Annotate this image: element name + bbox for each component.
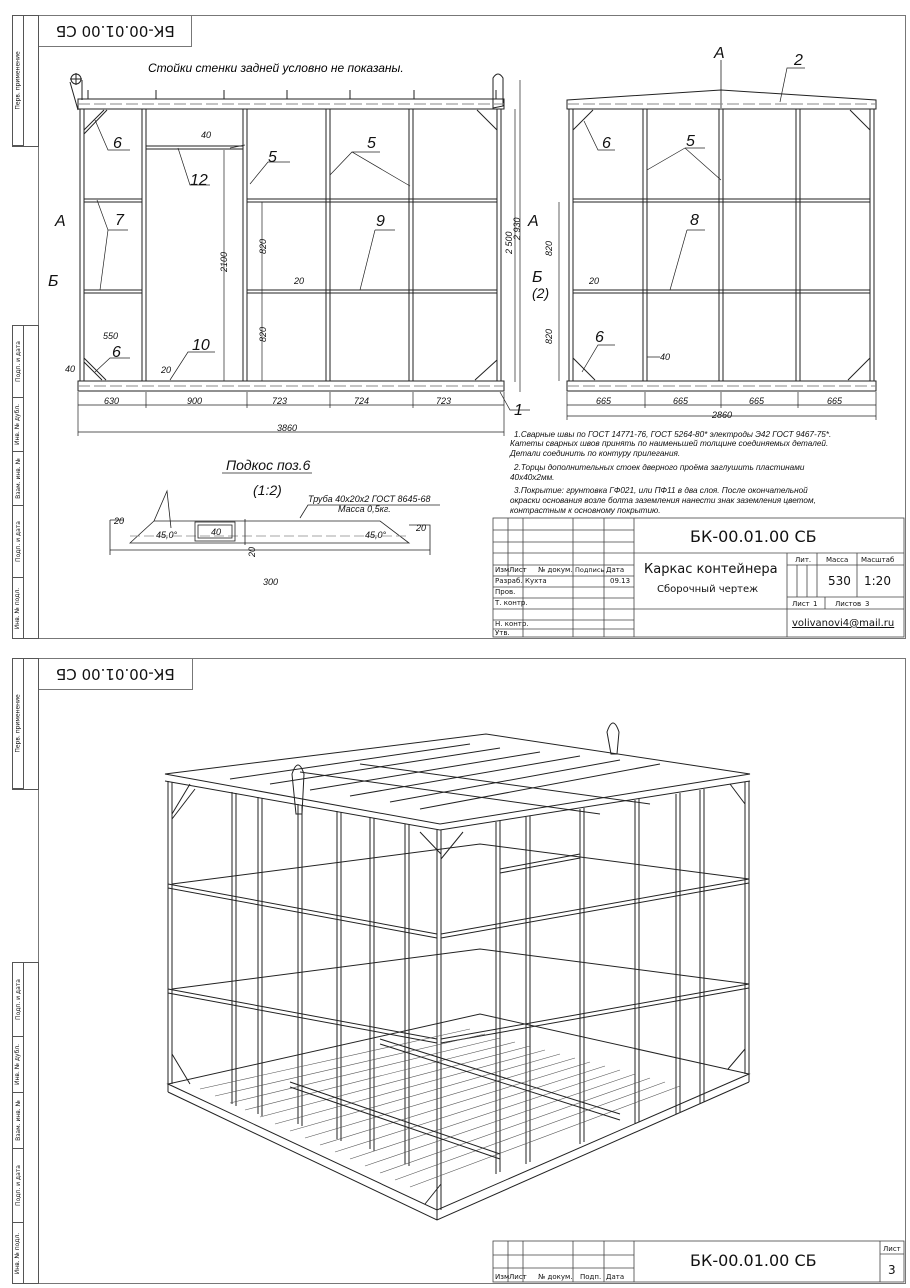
note-line: 1.Сварные швы по ГОСТ 14771-76, ГОСТ 5264-80* электроды Э42 ГОСТ 9467-75*. [514, 430, 832, 439]
front-view [70, 73, 530, 436]
dim-label: 40 [660, 352, 671, 362]
dim-label: 665 [673, 396, 689, 406]
note-line: 3.Покрытие: грунтовка ГФ021, или ПФ11 в два слоя. После окончательной [514, 486, 808, 495]
callout: 10 [192, 337, 210, 354]
tb-email: volivanovi4@mail.ru [792, 618, 895, 629]
side-label: Подп. и дата [14, 979, 22, 1020]
dim-label: 20 [416, 523, 427, 533]
dim-label: 45,0° [156, 530, 178, 540]
tb-role: Разраб. [495, 577, 523, 585]
rotated-code-text: БК-00.01.00 СБ [55, 22, 175, 40]
detail-scale: (1:2) [253, 482, 282, 498]
tb-header: Изм [495, 566, 510, 574]
detail-material: Труба 40х20х2 ГОСТ 8645-68 [308, 494, 431, 504]
section-mark: А [55, 213, 66, 230]
tb-scale: 1:20 [864, 574, 891, 588]
dim-label: 723 [436, 396, 452, 406]
dim-label: 820 [258, 326, 268, 342]
drawing-sheet-1 [0, 0, 910, 642]
detail-title: Подкос поз.6 [226, 457, 311, 473]
tb-value: 3 [865, 600, 870, 608]
side-view [559, 60, 876, 420]
tb-doc-code: БК-00.01.00 СБ [690, 527, 817, 546]
dim-label: 723 [272, 396, 288, 406]
callout: 6 [595, 329, 604, 346]
note-line: 2.Торцы дополнительных стоек дверного проёма заглушить пластинами [514, 463, 805, 472]
side-label: Подп. и дата [14, 1165, 22, 1206]
drawing-canvas-1 [0, 0, 910, 642]
side-label: Взам. инв. № [14, 1100, 22, 1141]
section-mark: А [714, 45, 725, 62]
dim-label: 2 500 [504, 231, 514, 254]
note-line: контрастным к основному покрытию. [510, 506, 661, 515]
dim-label: 20 [294, 276, 305, 286]
side-label: Инв. № дубл. [14, 1043, 22, 1086]
tb-mass: 530 [828, 574, 851, 588]
tb-header: Лит. [795, 556, 812, 564]
dim-label: 20 [114, 516, 125, 526]
side-label: Взам. инв. № [14, 458, 22, 499]
tb-header: № докум. [538, 1273, 573, 1281]
tb-date: 09.13 [610, 577, 631, 585]
dim-label: 724 [354, 396, 370, 406]
detail-mass: Масса 0,5кг. [338, 504, 391, 514]
tb-header: Дата [606, 1273, 625, 1281]
tb-role: Пров. [495, 588, 516, 596]
dim-label: 820 [544, 240, 554, 256]
dim-label: 665 [749, 396, 765, 406]
dim-label: 820 [258, 238, 268, 254]
callout: 5 [268, 149, 277, 166]
dim-label: 630 [104, 396, 120, 406]
tb-doc-code: БК-00.01.00 СБ [690, 1251, 817, 1270]
dim-label: 40 [211, 527, 222, 537]
note-rear-wall: Стойки стенки задней условно не показаны. [148, 61, 404, 75]
tb-name: Кухта [525, 577, 547, 585]
dim-label: 820 [544, 328, 554, 344]
tb-role: Н. контр. [495, 620, 529, 628]
dim-label: 2 930 [512, 217, 522, 240]
callout: 1 [514, 402, 523, 419]
dim-label: 550 [103, 331, 119, 341]
technical-notes [509, 430, 831, 515]
tb-sheet-number: 3 [888, 1263, 896, 1277]
side-label: Инв. № подл. [14, 1232, 22, 1274]
tb-header: Лист [509, 566, 527, 574]
callout: 7 [115, 212, 124, 229]
dim-label: 20 [589, 276, 600, 286]
side-label: Инв. № подл. [14, 587, 22, 629]
tb-header: Масса [826, 556, 849, 564]
callout: 12 [190, 172, 208, 189]
dim-label: 2100 [219, 251, 229, 272]
callout: 6 [113, 135, 122, 152]
dim-label: 665 [596, 396, 612, 406]
tb-header: Подп. [580, 1273, 602, 1281]
dim-label: 2860 [712, 410, 733, 420]
callout: 5 [686, 133, 695, 150]
dim-label: 45,0° [365, 530, 387, 540]
tb-product-name: Каркас контейнера [644, 562, 778, 577]
tb-header: Изм [495, 1273, 510, 1281]
dim-label: 900 [187, 396, 203, 406]
front-view-labels [48, 135, 523, 419]
note-line: окраски основания возле болта заземления нанести знак заземления цветом, [510, 496, 816, 505]
isometric-view [0, 644, 910, 1288]
side-label: Инв. № дубл. [14, 403, 22, 446]
note-line: Катеты сварных швов принять по наименьшей толщине соединяемых деталей. [510, 439, 829, 448]
side-label: Перв. применение [14, 51, 22, 110]
section-mark: Б [532, 269, 543, 286]
tb-role: Т. контр. [495, 599, 528, 607]
tb-header: Лист [509, 1273, 527, 1281]
side-label: Перв. применение [14, 694, 22, 753]
dim-label: 665 [827, 396, 843, 406]
callout: 5 [367, 135, 376, 152]
callout: 2 [794, 52, 803, 69]
tb-header: Дата [606, 566, 625, 574]
callout: 9 [376, 213, 385, 230]
drawing-sheet-2 [0, 644, 910, 1288]
tb-header: Листов [835, 600, 862, 608]
tb-header: Масштаб [861, 556, 895, 564]
section-mark: Б [48, 273, 59, 290]
dim-label: 20 [161, 365, 172, 375]
note-line: 40х40х2мм. [510, 473, 555, 482]
tb-header: Лист [792, 600, 810, 608]
tb-header: Подпись [575, 566, 605, 574]
tb-header: Лист [883, 1245, 901, 1253]
callout: 6 [602, 135, 611, 152]
side-label: Подп. и дата [14, 521, 22, 562]
tb-doc-type: Сборочный чертеж [657, 584, 759, 595]
dim-label: 40 [65, 364, 76, 374]
dim-label: 3860 [277, 423, 298, 433]
callout: 6 [112, 344, 121, 361]
tb-header: № докум. [538, 566, 573, 574]
dim-label: 300 [263, 577, 279, 587]
dim-label: 20 [247, 546, 257, 557]
callout: 8 [690, 212, 699, 229]
side-label: Подп. и дата [14, 341, 22, 382]
note-line: Детали соединить по контуру прилегания. [510, 449, 681, 458]
rotated-code-text: БК-00.01.00 СБ [56, 665, 175, 683]
tb-value: 1 [813, 600, 818, 608]
tb-role: Утв. [495, 629, 510, 637]
dim-label: 40 [201, 130, 212, 140]
section-mark: А [528, 213, 539, 230]
section-mark: (2) [532, 285, 550, 301]
